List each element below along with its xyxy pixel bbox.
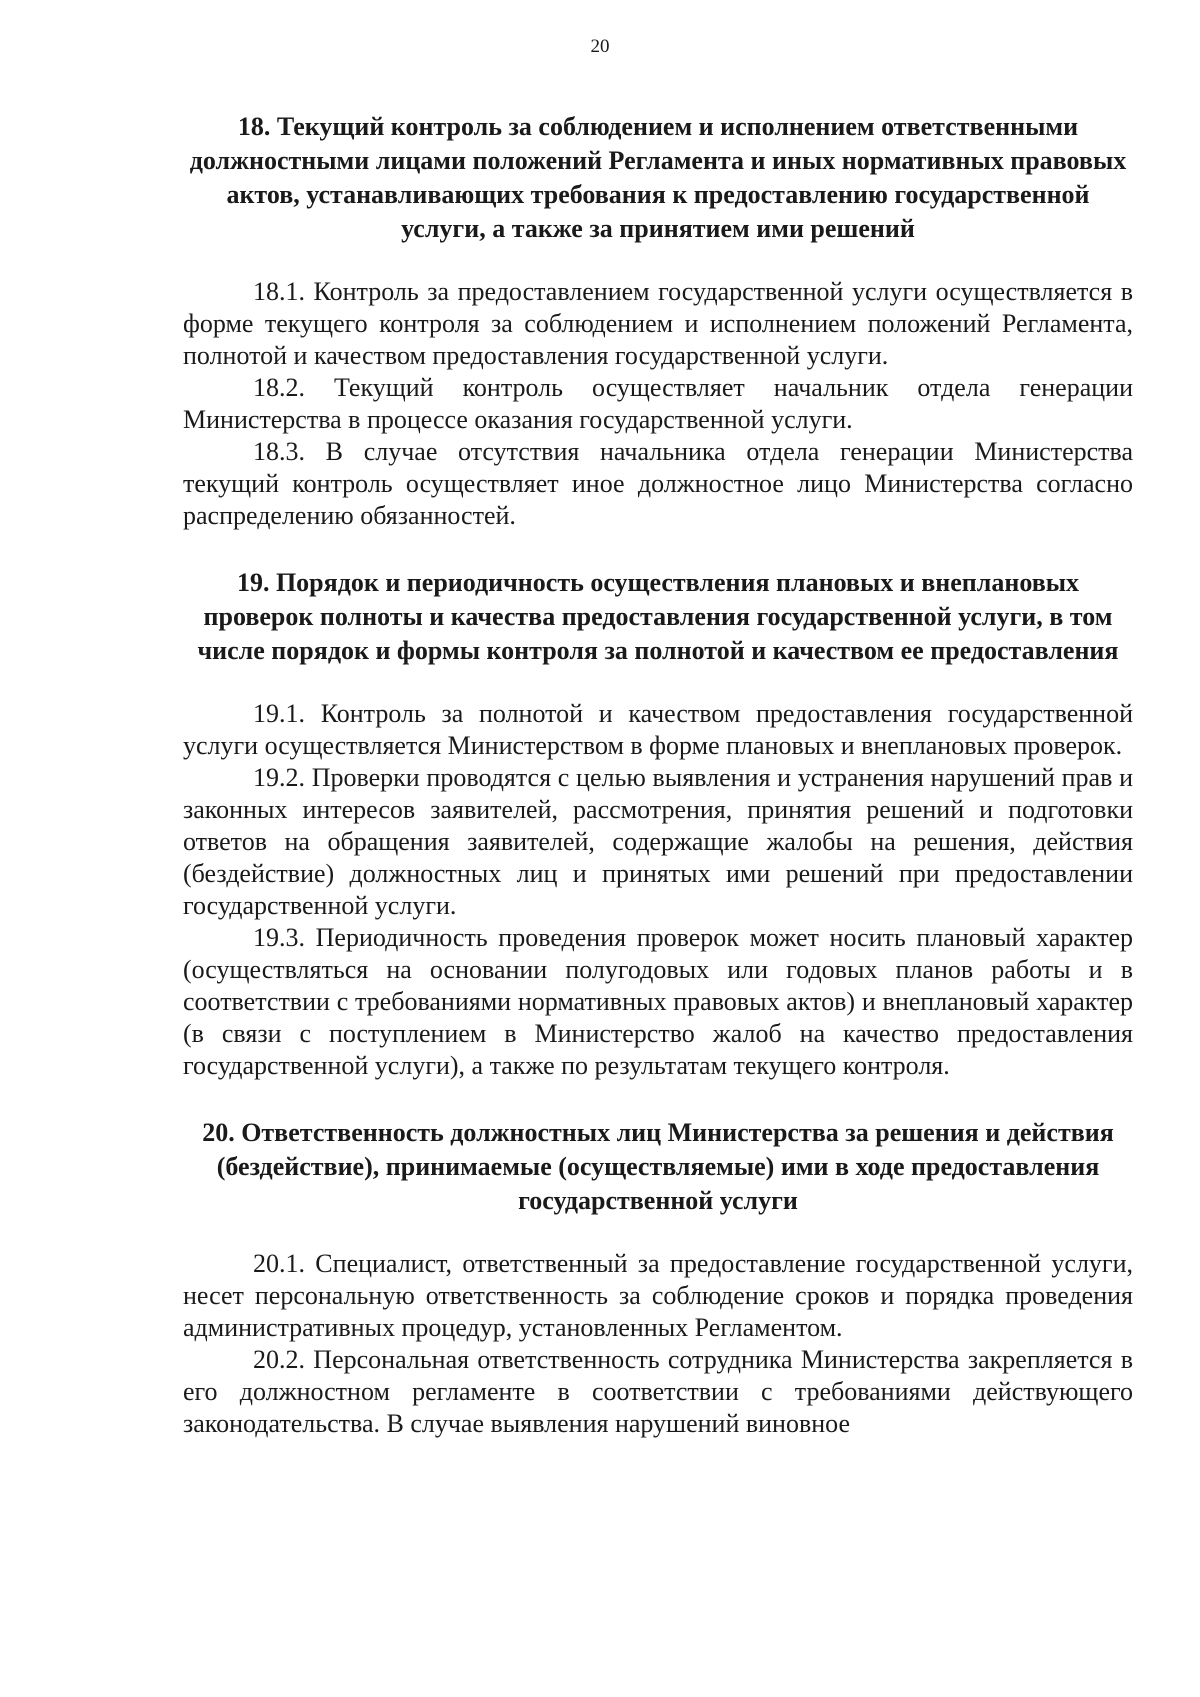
paragraph-18-3: 18.3. В случае отсутствия начальника отдела генерации Министерства текущий контроль осуществляет иное должностное лицо Министерства согласно распределению обязанностей. (183, 437, 1133, 530)
paragraph-18-2: 18.2. Текущий контроль осуществляет начальник отдела генерации Министерства в процессе оказания государственной услуги. (183, 373, 1133, 434)
paragraph-19-3: 19.3. Периодичность проведения проверок может носить плановый характер (осуществляться на основании полугодовых или годовых планов работы и в соответствии с требованиями нормативных правовых актов) и внеплановый характер (в связи с поступлением в Министерство жалоб на качество предоставления государственной услуги), а также по результатам текущего контроля. (183, 923, 1133, 1080)
paragraph-18-1: 18.1. Контроль за предоставлением государственной услуги осуществляется в форме текущего контроля за соблюдением и исполнением положений Регламента, полнотой и качеством предоставления государственной услуги. (183, 277, 1133, 370)
section-20-title: 20. Ответственность должностных лиц Министерства за решения и действия (бездействие), принимаемые (осуществляемые) ими в ходе предоставления государственной услуги (202, 1118, 1114, 1215)
paragraph-19-2: 19.2. Проверки проводятся с целью выявления и устранения нарушений прав и законных интересов заявителей, рассмотрения, принятия решений и подготовки ответов на обращения заявителей, содержащие жалобы на решения, действия (бездействие) должностных лиц и принятых ими решений при предоставлении государственной услуги. (183, 763, 1133, 920)
paragraph-20-2: 20.2. Персональная ответственность сотрудника Министерства закрепляется в его должностном регламенте в соответствии с требованиями действующего законодательства. В случае выявления нарушений виновное (183, 1345, 1133, 1438)
page-number: 20 (590, 36, 610, 57)
section-19-title: 19. Порядок и периодичность осуществления плановых и внеплановых проверок полноты и качества предоставления государственной услуги, в том числе порядок и формы контроля за полнотой и качеством ее предоставления (197, 568, 1119, 665)
section-18-title: 18. Текущий контроль за соблюдением и исполнением ответственными должностными лицами положений Регламента и иных нормативных правовых актов, устанавливающих требования к предоставлению государственной услуги, а также за принятием ими решений (189, 112, 1127, 243)
paragraph-19-1: 19.1. Контроль за полнотой и качеством предоставления государственной услуги осуществляется Министерством в форме плановых и внеплановых проверок. (183, 699, 1133, 760)
document-body (183, 110, 1133, 1440)
paragraph-20-1: 20.1. Специалист, ответственный за предоставление государственной услуги, несет персональную ответственность за соблюдение сроков и порядка проведения административных процедур, установленных Регламентом. (183, 1249, 1133, 1342)
